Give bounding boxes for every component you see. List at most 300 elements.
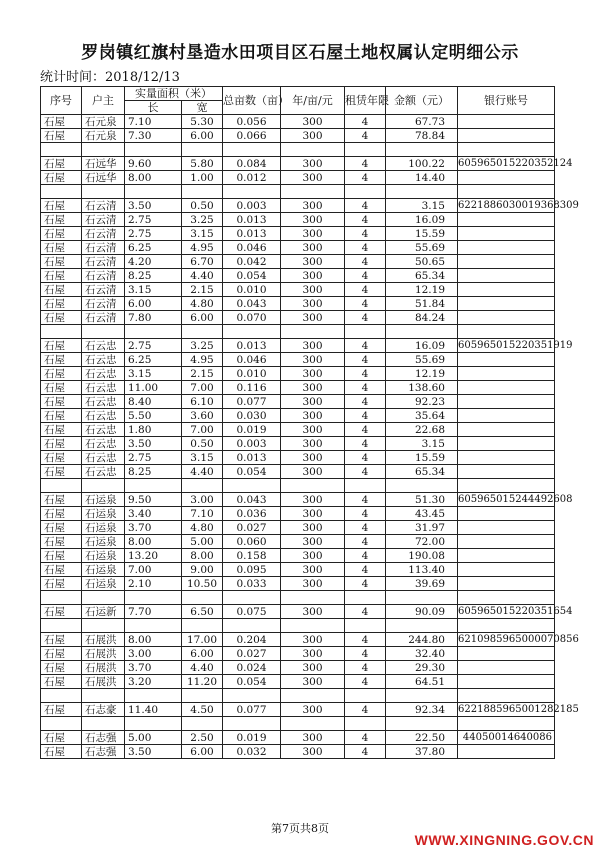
row-amount: 32.40 [386,647,458,661]
row-width: 3.15 [182,451,223,465]
row-length: 6.25 [125,353,182,367]
table-row [41,129,555,143]
row-owner: 石云忠 [82,381,125,395]
row-bank-account: 6210985965000070856 [458,633,579,645]
row-bank-account: 605965015220352124 [458,157,573,169]
row-years: 4 [345,395,386,409]
row-rate: 300 [281,465,345,479]
table-row [41,465,555,479]
row-length: 6.00 [125,297,182,311]
row-length: 3.40 [125,507,182,521]
row-rate: 300 [281,563,345,577]
row-total-mu: 0.046 [223,241,281,255]
table-row [41,409,555,423]
row-width: 7.00 [182,423,223,437]
row-bank-account [458,535,555,549]
row-bank-account [458,353,555,367]
row-amount: 3.15 [386,437,458,451]
row-total-mu: 0.019 [223,423,281,437]
row-rate: 300 [281,367,345,381]
row-years: 4 [345,731,386,745]
row-total-mu: 0.024 [223,661,281,675]
row-years: 4 [345,409,386,423]
row-width: 6.70 [182,255,223,269]
row-bank-account [458,563,555,577]
row-seq: 石屋 [41,227,82,241]
row-bank-account: 6221885965001282185 [458,703,579,715]
row-years: 4 [345,255,386,269]
row-owner: 石云清 [82,255,125,269]
row-rate: 300 [281,521,345,535]
header-width: 宽 [182,101,223,115]
row-owner: 石云忠 [82,367,125,381]
row-owner: 石运泉 [82,507,125,521]
row-length: 4.20 [125,255,182,269]
row-owner: 石元泉 [82,129,125,143]
row-years: 4 [345,535,386,549]
row-bank-account: 605965015244492608 [458,493,573,505]
group-separator [41,479,555,493]
row-total-mu: 0.054 [223,465,281,479]
row-seq: 石屋 [41,269,82,283]
row-width: 5.80 [182,157,223,171]
table-row [41,213,555,227]
row-length: 8.00 [125,535,182,549]
row-seq: 石屋 [41,731,82,745]
table-row [41,647,555,661]
row-years: 4 [345,129,386,143]
table-row [41,633,555,647]
row-amount: 72.00 [386,535,458,549]
row-rate: 300 [281,605,345,619]
row-rate: 300 [281,675,345,689]
row-seq: 石屋 [41,563,82,577]
row-years: 4 [345,577,386,591]
row-bank-account [458,661,555,675]
row-total-mu: 0.036 [223,507,281,521]
row-owner: 石云清 [82,283,125,297]
row-total-mu: 0.056 [223,115,281,129]
group-separator [41,185,555,199]
row-bank-account [458,311,555,325]
row-owner: 石运泉 [82,563,125,577]
row-rate: 300 [281,297,345,311]
row-length: 1.80 [125,423,182,437]
row-amount: 190.08 [386,549,458,563]
group-separator [41,619,555,633]
row-total-mu: 0.013 [223,213,281,227]
row-width: 6.00 [182,311,223,325]
row-years: 4 [345,633,386,647]
row-width: 4.95 [182,353,223,367]
row-length: 3.50 [125,437,182,451]
table-row [41,703,555,717]
table-row [41,423,555,437]
row-years: 4 [345,171,386,185]
row-total-mu: 0.158 [223,549,281,563]
row-length: 11.00 [125,381,182,395]
row-bank-account [458,409,555,423]
row-length: 5.50 [125,409,182,423]
row-length: 2.75 [125,339,182,353]
header-total-mu: 总亩数（亩） [223,87,281,115]
row-width: 0.50 [182,437,223,451]
row-years: 4 [345,339,386,353]
row-width: 6.00 [182,647,223,661]
row-width: 4.40 [182,269,223,283]
row-owner: 石展洪 [82,661,125,675]
table-row [41,241,555,255]
row-years: 4 [345,297,386,311]
row-amount: 14.40 [386,171,458,185]
group-separator [41,717,555,731]
row-seq: 石屋 [41,647,82,661]
row-rate: 300 [281,157,345,171]
row-amount: 15.59 [386,227,458,241]
row-width: 8.00 [182,549,223,563]
row-years: 4 [345,465,386,479]
row-owner: 石云清 [82,297,125,311]
row-amount: 16.09 [386,213,458,227]
row-amount: 55.69 [386,353,458,367]
row-owner: 石云清 [82,213,125,227]
row-owner: 石云忠 [82,451,125,465]
row-length: 3.15 [125,367,182,381]
row-total-mu: 0.013 [223,227,281,241]
table-row [41,283,555,297]
row-owner: 石云忠 [82,465,125,479]
row-rate: 300 [281,339,345,353]
row-total-mu: 0.010 [223,283,281,297]
row-years: 4 [345,507,386,521]
row-rate: 300 [281,437,345,451]
row-total-mu: 0.030 [223,409,281,423]
table-row [41,227,555,241]
table-row [41,381,555,395]
row-amount: 50.65 [386,255,458,269]
row-length: 7.80 [125,311,182,325]
table-row [41,437,555,451]
row-seq: 石屋 [41,297,82,311]
row-width: 7.10 [182,507,223,521]
row-years: 4 [345,381,386,395]
row-length: 3.00 [125,647,182,661]
row-amount: 12.19 [386,367,458,381]
row-seq: 石屋 [41,423,82,437]
row-total-mu: 0.003 [223,437,281,451]
row-seq: 石屋 [41,745,82,759]
row-bank-account [458,521,555,535]
row-years: 4 [345,353,386,367]
row-rate: 300 [281,129,345,143]
row-width: 2.50 [182,731,223,745]
table-row [41,605,555,619]
row-rate: 300 [281,409,345,423]
site-watermark[interactable]: WWW.XINGNING.GOV.CN [414,832,594,848]
row-amount: 43.45 [386,507,458,521]
row-amount: 37.80 [386,745,458,759]
row-width: 2.15 [182,367,223,381]
row-amount: 29.30 [386,661,458,675]
row-seq: 石屋 [41,171,82,185]
header-years: 租赁年限 [345,87,386,115]
row-length: 8.40 [125,395,182,409]
row-rate: 300 [281,241,345,255]
row-total-mu: 0.095 [223,563,281,577]
row-length: 11.40 [125,703,182,717]
table-row [41,115,555,129]
row-bank-account: 605965015220351654 [458,605,573,617]
row-width: 17.00 [182,633,223,647]
row-bank-account [458,451,555,465]
row-years: 4 [345,311,386,325]
row-width: 4.40 [182,661,223,675]
row-owner: 石展洪 [82,633,125,647]
row-owner: 石运泉 [82,493,125,507]
row-years: 4 [345,647,386,661]
row-owner: 石运新 [82,605,125,619]
row-amount: 31.97 [386,521,458,535]
table-row [41,675,555,689]
row-amount: 113.40 [386,563,458,577]
row-owner: 石志强 [82,731,125,745]
row-total-mu: 0.075 [223,605,281,619]
row-years: 4 [345,283,386,297]
row-owner: 石云忠 [82,339,125,353]
row-length: 3.50 [125,199,182,213]
row-owner: 石云忠 [82,437,125,451]
row-length: 2.10 [125,577,182,591]
row-seq: 石屋 [41,381,82,395]
row-width: 3.25 [182,213,223,227]
row-rate: 300 [281,115,345,129]
row-width: 11.20 [182,675,223,689]
row-rate: 300 [281,395,345,409]
row-seq: 石屋 [41,115,82,129]
table-row [41,171,555,185]
row-amount: 22.50 [386,731,458,745]
row-seq: 石屋 [41,577,82,591]
row-years: 4 [345,745,386,759]
row-bank-account [458,395,555,409]
row-length: 8.00 [125,633,182,647]
row-rate: 300 [281,227,345,241]
row-amount: 92.34 [386,703,458,717]
row-seq: 石屋 [41,255,82,269]
table-row [41,255,555,269]
row-width: 4.40 [182,465,223,479]
row-years: 4 [345,227,386,241]
row-bank-account [458,213,555,227]
row-rate: 300 [281,213,345,227]
row-rate: 300 [281,353,345,367]
row-bank-account: 6221886030019368309 [458,199,579,211]
row-seq: 石屋 [41,465,82,479]
row-amount: 3.15 [386,199,458,213]
row-length: 7.10 [125,115,182,129]
row-years: 4 [345,199,386,213]
row-total-mu: 0.033 [223,577,281,591]
row-years: 4 [345,605,386,619]
row-owner: 石志强 [82,745,125,759]
row-bank-account [458,549,555,563]
row-length: 7.70 [125,605,182,619]
row-rate: 300 [281,269,345,283]
row-seq: 石屋 [41,367,82,381]
row-width: 10.50 [182,577,223,591]
row-owner: 石运泉 [82,549,125,563]
row-length: 2.75 [125,227,182,241]
row-rate: 300 [281,171,345,185]
group-separator [41,689,555,703]
row-owner: 石元泉 [82,115,125,129]
row-seq: 石屋 [41,129,82,143]
row-total-mu: 0.054 [223,269,281,283]
row-years: 4 [345,269,386,283]
row-width: 5.00 [182,535,223,549]
row-amount: 35.64 [386,409,458,423]
row-length: 8.25 [125,465,182,479]
row-owner: 石运泉 [82,535,125,549]
row-width: 1.00 [182,171,223,185]
row-amount: 100.22 [386,157,458,171]
row-rate: 300 [281,703,345,717]
table-row [41,661,555,675]
row-years: 4 [345,703,386,717]
row-years: 4 [345,493,386,507]
table-row [41,521,555,535]
row-owner: 石云清 [82,199,125,213]
row-seq: 石屋 [41,437,82,451]
row-total-mu: 0.204 [223,633,281,647]
table-row [41,199,555,213]
header-length: 长 [125,101,182,115]
row-total-mu: 0.066 [223,129,281,143]
row-total-mu: 0.043 [223,493,281,507]
row-width: 5.30 [182,115,223,129]
row-seq: 石屋 [41,661,82,675]
row-amount: 84.24 [386,311,458,325]
row-bank-account [458,675,555,689]
row-seq: 石屋 [41,535,82,549]
row-bank-account [458,423,555,437]
header-owner: 户主 [82,87,125,115]
row-seq: 石屋 [41,213,82,227]
row-years: 4 [345,563,386,577]
row-seq: 石屋 [41,409,82,423]
row-owner: 石展洪 [82,675,125,689]
row-owner: 石云忠 [82,409,125,423]
row-seq: 石屋 [41,507,82,521]
row-owner: 石远华 [82,157,125,171]
row-total-mu: 0.013 [223,339,281,353]
row-bank-account [458,283,555,297]
row-years: 4 [345,157,386,171]
row-bank-account: 44050014640086 [458,731,555,745]
row-width: 9.00 [182,563,223,577]
row-length: 2.75 [125,451,182,465]
row-length: 9.60 [125,157,182,171]
row-years: 4 [345,115,386,129]
row-length: 8.00 [125,171,182,185]
row-width: 6.50 [182,605,223,619]
table-row [41,395,555,409]
row-rate: 300 [281,507,345,521]
row-rate: 300 [281,549,345,563]
row-total-mu: 0.043 [223,297,281,311]
row-bank-account [458,437,555,451]
row-length: 7.00 [125,563,182,577]
row-total-mu: 0.077 [223,703,281,717]
row-amount: 244.80 [386,633,458,647]
row-rate: 300 [281,661,345,675]
table-row [41,269,555,283]
row-amount: 67.73 [386,115,458,129]
row-width: 3.25 [182,339,223,353]
table-row [41,563,555,577]
row-width: 0.50 [182,199,223,213]
row-amount: 78.84 [386,129,458,143]
table-row [41,311,555,325]
row-amount: 22.68 [386,423,458,437]
row-width: 4.80 [182,521,223,535]
row-years: 4 [345,675,386,689]
row-amount: 92.23 [386,395,458,409]
row-width: 3.60 [182,409,223,423]
row-owner: 石云忠 [82,423,125,437]
row-rate: 300 [281,493,345,507]
header-amount: 金额（元） [386,87,458,115]
row-amount: 15.59 [386,451,458,465]
row-length: 2.75 [125,213,182,227]
row-rate: 300 [281,647,345,661]
table-row [41,451,555,465]
row-owner: 石志豪 [82,703,125,717]
row-amount: 65.34 [386,465,458,479]
row-width: 2.15 [182,283,223,297]
row-length: 3.15 [125,283,182,297]
row-years: 4 [345,661,386,675]
row-years: 4 [345,549,386,563]
row-rate: 300 [281,451,345,465]
table-row [41,297,555,311]
row-width: 4.95 [182,241,223,255]
row-bank-account [458,381,555,395]
row-amount: 51.84 [386,297,458,311]
row-length: 13.20 [125,549,182,563]
row-length: 3.70 [125,661,182,675]
row-rate: 300 [281,745,345,759]
row-seq: 石屋 [41,199,82,213]
row-width: 7.00 [182,381,223,395]
row-seq: 石屋 [41,241,82,255]
row-years: 4 [345,213,386,227]
row-width: 6.00 [182,745,223,759]
row-width: 3.00 [182,493,223,507]
header-seq: 序号 [41,87,82,115]
row-amount: 55.69 [386,241,458,255]
row-bank-account [458,129,555,143]
row-bank-account [458,577,555,591]
row-rate: 300 [281,283,345,297]
table-row [41,535,555,549]
row-width: 6.00 [182,129,223,143]
row-bank-account [458,745,555,759]
row-width: 4.50 [182,703,223,717]
table-row [41,507,555,521]
row-amount: 16.09 [386,339,458,353]
table-row [41,157,555,171]
